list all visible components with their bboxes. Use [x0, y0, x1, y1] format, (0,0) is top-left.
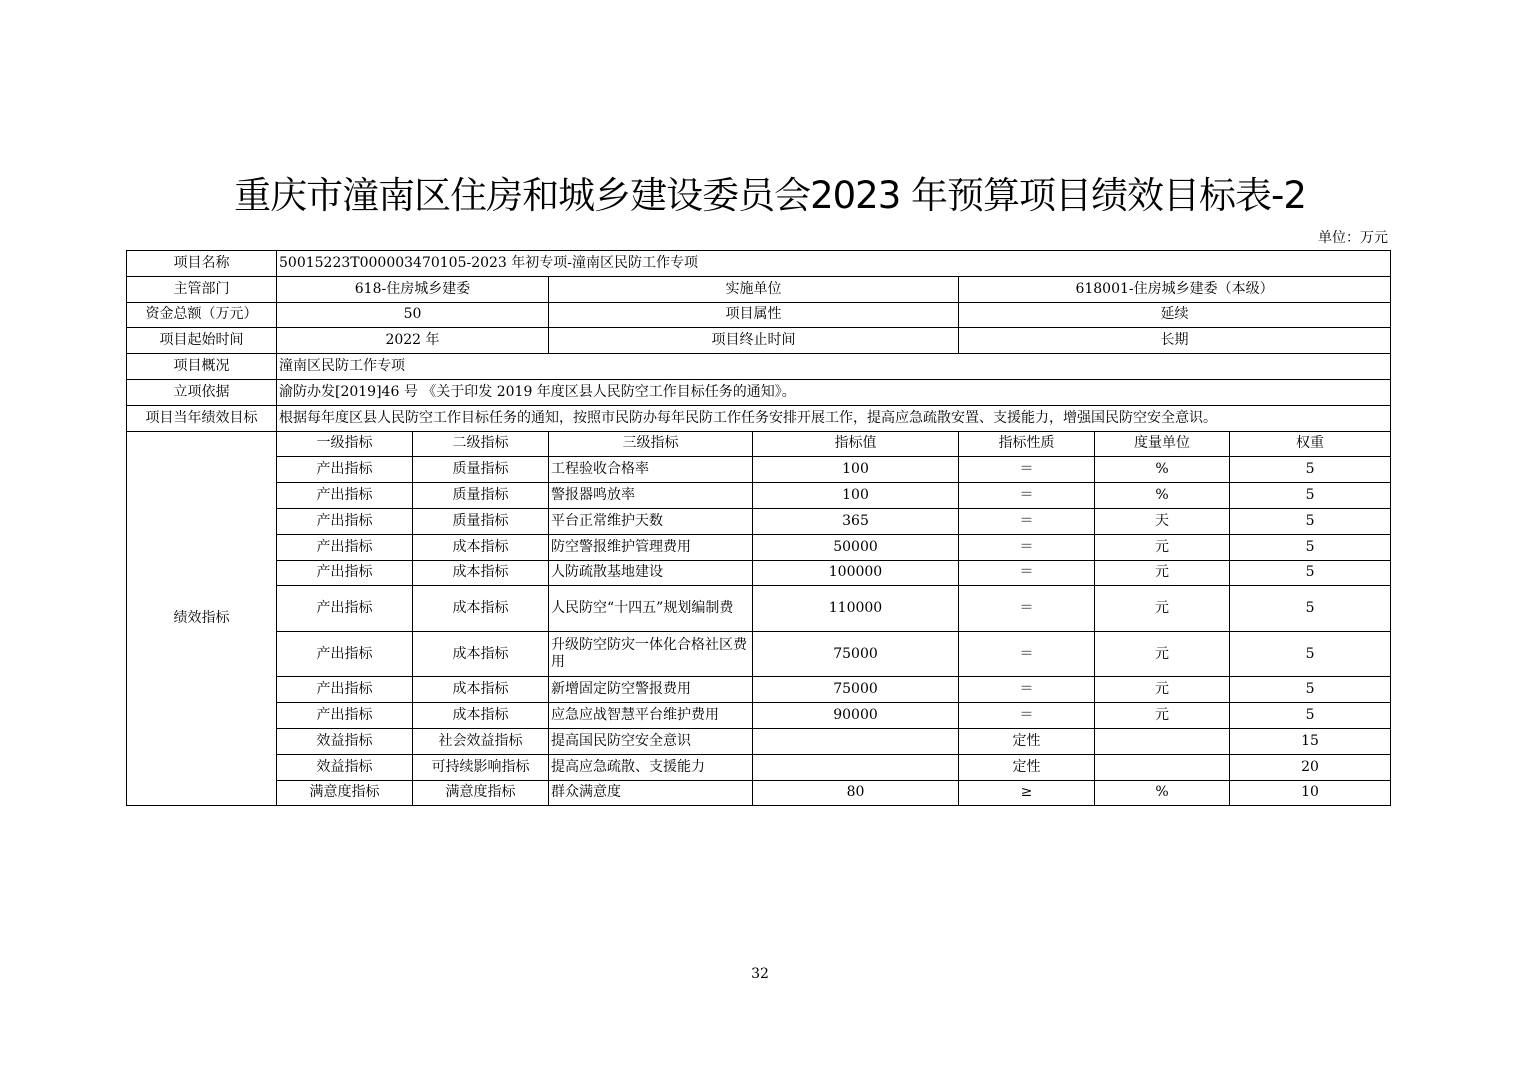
level3-indicator: 警报器鸣放率 — [549, 483, 753, 509]
table-row — [127, 534, 1391, 560]
weight: 5 — [1230, 586, 1391, 632]
level2-indicator: 成本指标 — [413, 586, 549, 632]
impl-unit-label: 实施单位 — [549, 276, 959, 302]
indicator-value: 100 — [753, 483, 959, 509]
table-row — [127, 677, 1391, 703]
measure-unit: 元 — [1095, 703, 1230, 729]
attr-value: 延续 — [959, 302, 1391, 328]
level3-indicator: 升级防空防灾一体化合格社区费用 — [549, 631, 753, 677]
level3-indicator: 新增固定防空警报费用 — [549, 677, 753, 703]
level1-indicator: 产出指标 — [277, 677, 413, 703]
indicator-value: 110000 — [753, 586, 959, 632]
table-row — [127, 728, 1391, 754]
measure-unit: 元 — [1095, 534, 1230, 560]
table-row — [127, 754, 1391, 780]
header-weight: 权重 — [1230, 431, 1391, 457]
indicator-value: 50000 — [753, 534, 959, 560]
dept-value: 618-住房城乡建委 — [277, 276, 549, 302]
indicator-nature: ＝ — [959, 508, 1095, 534]
indicator-value: 75000 — [753, 677, 959, 703]
dept-label: 主管部门 — [127, 276, 277, 302]
level1-indicator: 效益指标 — [277, 754, 413, 780]
weight: 5 — [1230, 457, 1391, 483]
indicator-nature: ＝ — [959, 677, 1095, 703]
weight: 5 — [1230, 560, 1391, 586]
level2-indicator: 成本指标 — [413, 560, 549, 586]
performance-target-table — [126, 250, 1391, 806]
level3-indicator: 人民防空“十四五”规划编制费 — [549, 586, 753, 632]
level1-indicator: 产出指标 — [277, 631, 413, 677]
indicator-nature: ≥ — [959, 780, 1095, 806]
weight: 5 — [1230, 508, 1391, 534]
indicator-nature: ＝ — [959, 586, 1095, 632]
basis-value: 渝防办发[2019]46 号 《关于印发 2019 年度区县人民防空工作目标任务的通知》。 — [277, 379, 1391, 405]
funds-value: 50 — [277, 302, 549, 328]
level2-indicator: 成本指标 — [413, 703, 549, 729]
start-label: 项目起始时间 — [127, 328, 277, 354]
table-row — [127, 483, 1391, 509]
level1-indicator: 效益指标 — [277, 728, 413, 754]
row-basis — [127, 379, 1391, 405]
project-name-label: 项目名称 — [127, 251, 277, 277]
header-nature: 指标性质 — [959, 431, 1095, 457]
level3-indicator: 提高国民防空安全意识 — [549, 728, 753, 754]
indicator-nature: 定性 — [959, 754, 1095, 780]
level1-indicator: 产出指标 — [277, 457, 413, 483]
weight: 5 — [1230, 631, 1391, 677]
indicator-nature: ＝ — [959, 483, 1095, 509]
measure-unit: 天 — [1095, 508, 1230, 534]
indicator-nature: ＝ — [959, 703, 1095, 729]
level2-indicator: 质量指标 — [413, 457, 549, 483]
level3-indicator: 群众满意度 — [549, 780, 753, 806]
weight: 15 — [1230, 728, 1391, 754]
header-unit: 度量单位 — [1095, 431, 1230, 457]
level2-indicator: 成本指标 — [413, 534, 549, 560]
level1-indicator: 产出指标 — [277, 560, 413, 586]
indicator-value: 80 — [753, 780, 959, 806]
table-row — [127, 631, 1391, 677]
indicator-nature: ＝ — [959, 457, 1095, 483]
measure-unit: 元 — [1095, 586, 1230, 632]
measure-unit: % — [1095, 780, 1230, 806]
indicator-value: 90000 — [753, 703, 959, 729]
end-label: 项目终止时间 — [549, 328, 959, 354]
funds-label: 资金总额（万元） — [127, 302, 277, 328]
weight: 5 — [1230, 677, 1391, 703]
level2-indicator: 质量指标 — [413, 508, 549, 534]
header-level3: 三级指标 — [549, 431, 753, 457]
weight: 20 — [1230, 754, 1391, 780]
table-row — [127, 703, 1391, 729]
measure-unit: 元 — [1095, 677, 1230, 703]
row-goal — [127, 405, 1391, 431]
weight: 5 — [1230, 483, 1391, 509]
table-row — [127, 457, 1391, 483]
level1-indicator: 产出指标 — [277, 508, 413, 534]
overview-label: 项目概况 — [127, 354, 277, 380]
row-dept — [127, 276, 1391, 302]
header-value: 指标值 — [753, 431, 959, 457]
level1-indicator: 产出指标 — [277, 534, 413, 560]
row-overview — [127, 354, 1391, 380]
table-row — [127, 586, 1391, 632]
measure-unit: % — [1095, 483, 1230, 509]
weight: 5 — [1230, 534, 1391, 560]
indicator-nature: 定性 — [959, 728, 1095, 754]
header-level2: 二级指标 — [413, 431, 549, 457]
indicator-value: 75000 — [753, 631, 959, 677]
measure-unit: 元 — [1095, 560, 1230, 586]
unit-label: 单位：万元 — [1318, 230, 1388, 246]
row-funds — [127, 302, 1391, 328]
level1-indicator: 产出指标 — [277, 703, 413, 729]
indicator-nature: ＝ — [959, 534, 1095, 560]
weight: 10 — [1230, 780, 1391, 806]
table-row — [127, 508, 1391, 534]
impl-unit-value: 618001-住房城乡建委（本级） — [959, 276, 1391, 302]
indicator-nature: ＝ — [959, 631, 1095, 677]
level3-indicator: 应急应战智慧平台维护费用 — [549, 703, 753, 729]
indicator-value — [753, 728, 959, 754]
indicator-value: 100 — [753, 457, 959, 483]
level1-indicator: 产出指标 — [277, 483, 413, 509]
level3-indicator: 平台正常维护天数 — [549, 508, 753, 534]
indicator-value: 365 — [753, 508, 959, 534]
table-row — [127, 780, 1391, 806]
level2-indicator: 成本指标 — [413, 677, 549, 703]
level3-indicator: 提高应急疏散、支援能力 — [549, 754, 753, 780]
weight: 5 — [1230, 703, 1391, 729]
perf-label: 绩效指标 — [127, 431, 277, 806]
measure-unit — [1095, 728, 1230, 754]
start-value: 2022 年 — [277, 328, 549, 354]
goal-value: 根据每年度区县人民防空工作目标任务的通知，按照市民防办每年民防工作任务安排开展工作，提高应急疏散安置、支援能力，增强国民防空安全意识。 — [277, 405, 1391, 431]
row-period — [127, 328, 1391, 354]
measure-unit — [1095, 754, 1230, 780]
level2-indicator: 成本指标 — [413, 631, 549, 677]
document-title: 重庆市潼南区住房和城乡建设委员会2023 年预算项目绩效目标表-2 — [234, 174, 1306, 217]
level2-indicator: 质量指标 — [413, 483, 549, 509]
indicator-nature: ＝ — [959, 560, 1095, 586]
attr-label: 项目属性 — [549, 302, 959, 328]
end-value: 长期 — [959, 328, 1391, 354]
header-level1: 一级指标 — [277, 431, 413, 457]
level2-indicator: 可持续影响指标 — [413, 754, 549, 780]
indicator-value: 100000 — [753, 560, 959, 586]
page-number: 32 — [751, 966, 769, 982]
basis-label: 立项依据 — [127, 379, 277, 405]
level1-indicator: 满意度指标 — [277, 780, 413, 806]
measure-unit: 元 — [1095, 631, 1230, 677]
table-row — [127, 560, 1391, 586]
level3-indicator: 工程验收合格率 — [549, 457, 753, 483]
indicator-value — [753, 754, 959, 780]
overview-value: 潼南区民防工作专项 — [277, 354, 1391, 380]
measure-unit: % — [1095, 457, 1230, 483]
level2-indicator: 满意度指标 — [413, 780, 549, 806]
level3-indicator: 人防疏散基地建设 — [549, 560, 753, 586]
perf-header-row — [127, 431, 1391, 457]
row-project-name — [127, 251, 1391, 277]
level3-indicator: 防空警报维护管理费用 — [549, 534, 753, 560]
level2-indicator: 社会效益指标 — [413, 728, 549, 754]
goal-label: 项目当年绩效目标 — [127, 405, 277, 431]
level1-indicator: 产出指标 — [277, 586, 413, 632]
project-name-value: 50015223T000003470105-2023 年初专项-潼南区民防工作专项 — [277, 251, 1391, 277]
